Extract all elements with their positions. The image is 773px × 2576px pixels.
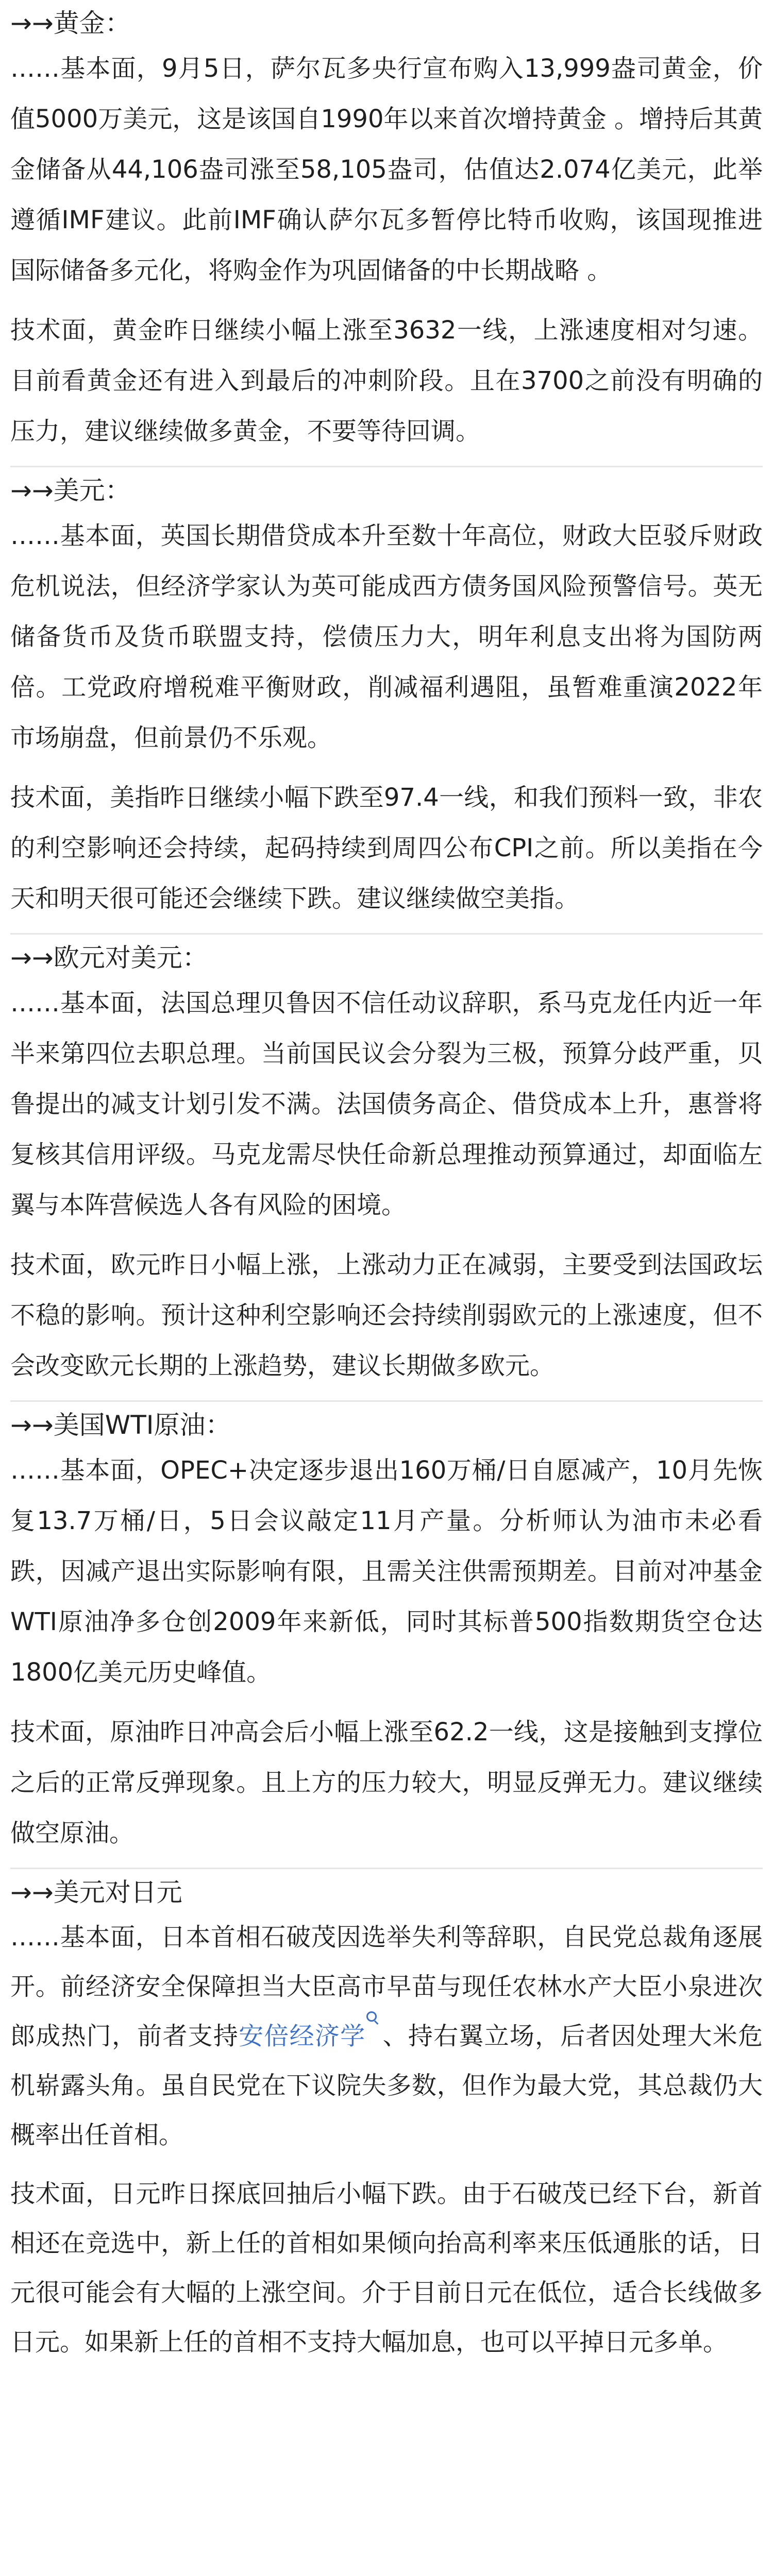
paragraph-gold-technical: 技术面，黄金昨日继续小幅上涨至3632一线，上涨速度相对匀速。目前看黄金还有进入到最后的冲刺阶段。且在3700之前没有明确的压力，建议继续做多黄金，不要等待回调。 xyxy=(10,316,763,446)
section-usd xyxy=(10,467,763,935)
paragraph-wti-technical: 技术面，原油昨日冲高会后小幅上涨至62.2一线，这是接触到支撑位之后的正常反弹现象。且上方的压力较大，明显反弹无力。建议继续做空原油。 xyxy=(10,1718,763,1848)
section-heading-eurusd: →→欧元对美元： xyxy=(10,943,208,973)
search-icon[interactable] xyxy=(365,2011,379,2032)
section-heading-usd: →→美元： xyxy=(10,476,131,505)
section-gold xyxy=(10,0,763,467)
abenomics-link[interactable]: 安倍经济学 xyxy=(239,2022,366,2050)
section-heading-gold: →→黄金： xyxy=(10,8,131,38)
section-wti xyxy=(10,1402,763,1869)
section-eurusd xyxy=(10,935,763,1402)
section-heading-usdjpy: →→美元对日元 xyxy=(10,1877,182,1907)
paragraph-usdjpy-fundamentals-before-link: ……基本面，日本首相石破茂因选举失利等辞职，自民党总裁角逐展开。前经济安全保障担当大臣高市早苗与现任农林水产大臣小泉进次郎成热门，前者支持 xyxy=(10,1923,763,2050)
paragraph-usd-technical: 技术面，美指昨日继续小幅下跌至97.4一线，和我们预料一致，非农的利空影响还会持续，起码持续到周四公布CPI之前。所以美指在今天和明天很可能还会继续下跌。建议继续做空美指。 xyxy=(10,783,763,913)
section-usdjpy xyxy=(10,1869,763,2367)
paragraph-gold-fundamentals: ……基本面，9月5日，萨尔瓦多央行宣布购入13,999盎司黄金，价值5000万美元，这是该国自1990年以来首次增持黄金 。增持后其黄金储备从44,106盎司涨至58,105盎司，估值达2.074亿美元，此举遵循IMF建议。此前IMF确认萨尔瓦多暂停比特币收购，该国现推进国际储备多元化，将购金作为巩固储备的中长期战略 。 xyxy=(10,54,763,285)
paragraph-eurusd-fundamentals: ……基本面，法国总理贝鲁因不信任动议辞职，系马克龙任内近一年半来第四位去职总理。当前国民议会分裂为三极，预算分歧严重，贝鲁提出的减支计划引发不满。法国债务高企、借贷成本上升，惠誉将复核其信用评级。马克龙需尽快任命新总理推动预算通过，却面临左翼与本阵营候选人各有风险的困境。 xyxy=(10,989,763,1219)
paragraph-wti-fundamentals: ……基本面，OPEC+决定逐步退出160万桶/日自愿减产，10月先恢复13.7万桶/日，5日会议敲定11月产量。分析师认为油市未必看跌，因减产退出实际影响有限，且需关注供需预期差。目前对冲基金WTI原油净多仓创2009年来新低，同时其标普500指数期货空仓达1800亿美元历史峰值。 xyxy=(10,1456,763,1687)
paragraph-eurusd-technical: 技术面，欧元昨日小幅上涨，上涨动力正在减弱，主要受到法国政坛不稳的影响。预计这种利空影响还会持续削弱欧元的上涨速度，但不会改变欧元长期的上涨趋势，建议长期做多欧元。 xyxy=(10,1250,763,1380)
paragraph-usdjpy-fundamentals xyxy=(10,1912,763,2160)
paragraph-usd-fundamentals: ……基本面，英国长期借贷成本升至数十年高位，财政大臣驳斥财政危机说法，但经济学家认为英可能成西方债务国风险预警信号。英无储备货币及货币联盟支持，偿债压力大，明年利息支出将为国防两倍。工党政府增税难平衡财政，削减福利遇阻，虽暂难重演2022年市场崩盘，但前景仍不乐观。 xyxy=(10,521,763,752)
section-heading-wti: →→美国WTI原油： xyxy=(10,1410,231,1440)
paragraph-usdjpy-technical: 技术面，日元昨日探底回抽后小幅下跌。由于石破茂已经下台，新首相还在竞选中，新上任的首相如果倾向抬高利率来压低通胀的话，日元很可能会有大幅的上涨空间。介于目前日元在低位，适合长线做多日元。如果新上任的首相不支持大幅加息，也可以平掉日元多单。 xyxy=(10,2179,763,2357)
paragraph-usdjpy-fundamentals-after-link: 、持右翼立场，后者因处理大米危机崭露头角。虽自民党在下议院失多数，但作为最大党，其总裁仍大概率出任首相。 xyxy=(10,2022,763,2149)
